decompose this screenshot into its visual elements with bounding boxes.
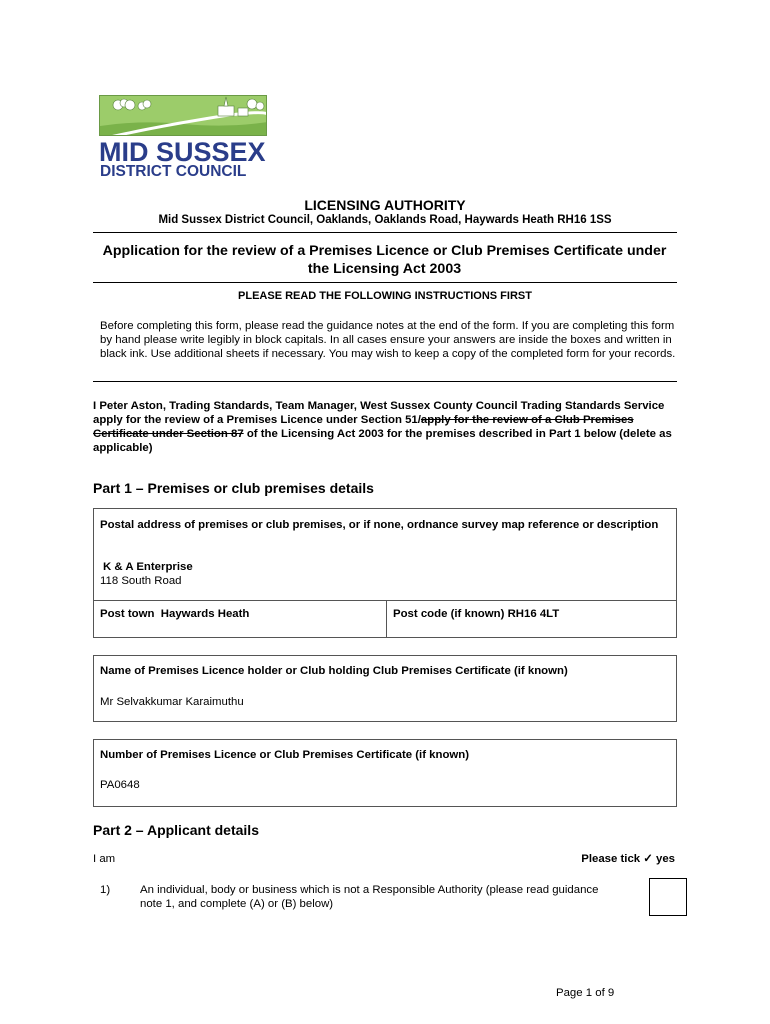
post-code-field[interactable] (393, 607, 559, 621)
licence-number-label: Number of Premises Licence or Club Premises Certificate (if known) (100, 749, 470, 761)
declaration-text (93, 399, 683, 455)
part1-heading: Part 1 – Premises or club premises details (93, 480, 374, 496)
divider (93, 600, 677, 601)
declaration-struck: apply for the review of a Club Premises Certificate under Section 87 (93, 414, 634, 440)
post-code-label: Post code (if known) (393, 608, 505, 620)
please-tick-label: Please tick ✓ yes (581, 853, 675, 865)
licence-number-value[interactable]: PA0648 (100, 779, 140, 791)
option1-checkbox[interactable] (649, 878, 687, 916)
declaration-part2: of the Licensing Act 2003 for the premises described in Part 1 below (delete as applicable) (93, 428, 672, 454)
logo-landscape-icon (99, 95, 267, 136)
premises-address-label: Postal address of premises or club premises, or if none, ordnance survey map reference or description (100, 519, 659, 531)
authority-address: Mid Sussex District Council, Oaklands, Oaklands Road, Haywards Heath RH16 1SS (158, 214, 612, 226)
divider (93, 282, 677, 283)
licence-holder-value[interactable]: Mr Selvakkumar Karaimuthu (100, 696, 244, 708)
post-town-value: Haywards Heath (160, 608, 250, 620)
post-town-field[interactable] (100, 607, 249, 621)
premises-street[interactable]: 118 South Road (100, 575, 182, 587)
declaration-part1: I Peter Aston, Trading Standards, Team Manager, West Sussex County Council Trading Standards Service apply for the review of a Premises Licence under Section 51/ (93, 400, 665, 426)
divider (93, 232, 677, 233)
instructions-text: Before completing this form, please read the guidance notes at the end of the form. If you are completing this form by hand please write legibly in block capitals. In all cases ensure your answers are inside the boxes and written in black ink. Use additional sheets if necessary. You may wish to keep a copy of the completed form for your records. (100, 320, 676, 360)
council-logo (99, 95, 267, 185)
part2-heading: Part 2 – Applicant details (93, 822, 259, 838)
logo-text-line2: DISTRICT COUNCIL (100, 163, 247, 180)
premises-name[interactable]: K & A Enterprise (103, 561, 193, 573)
logo-text-line1: MID SUSSEX (99, 137, 266, 167)
divider (386, 600, 387, 638)
licence-holder-label: Name of Premises Licence holder or Club holding Club Premises Certificate (if known) (100, 665, 568, 677)
page-number: Page 1 of 9 (556, 987, 615, 999)
form-title: Application for the review of a Premises Licence or Club Premises Certificate under the Licensing Act 2003 (102, 243, 667, 277)
post-code-value: RH16 4LT (507, 608, 560, 620)
option1-text: An individual, body or business which is not a Responsible Authority (please read guidance note 1, and complete (A) or (B) below) (140, 884, 599, 910)
post-town-label: Post town (100, 608, 155, 620)
instructions-heading: PLEASE READ THE FOLLOWING INSTRUCTIONS FIRST (238, 290, 532, 302)
option1-number: 1) (100, 884, 111, 896)
authority-title: LICENSING AUTHORITY (304, 197, 466, 213)
divider (93, 381, 677, 382)
i-am-label: I am (93, 853, 116, 865)
